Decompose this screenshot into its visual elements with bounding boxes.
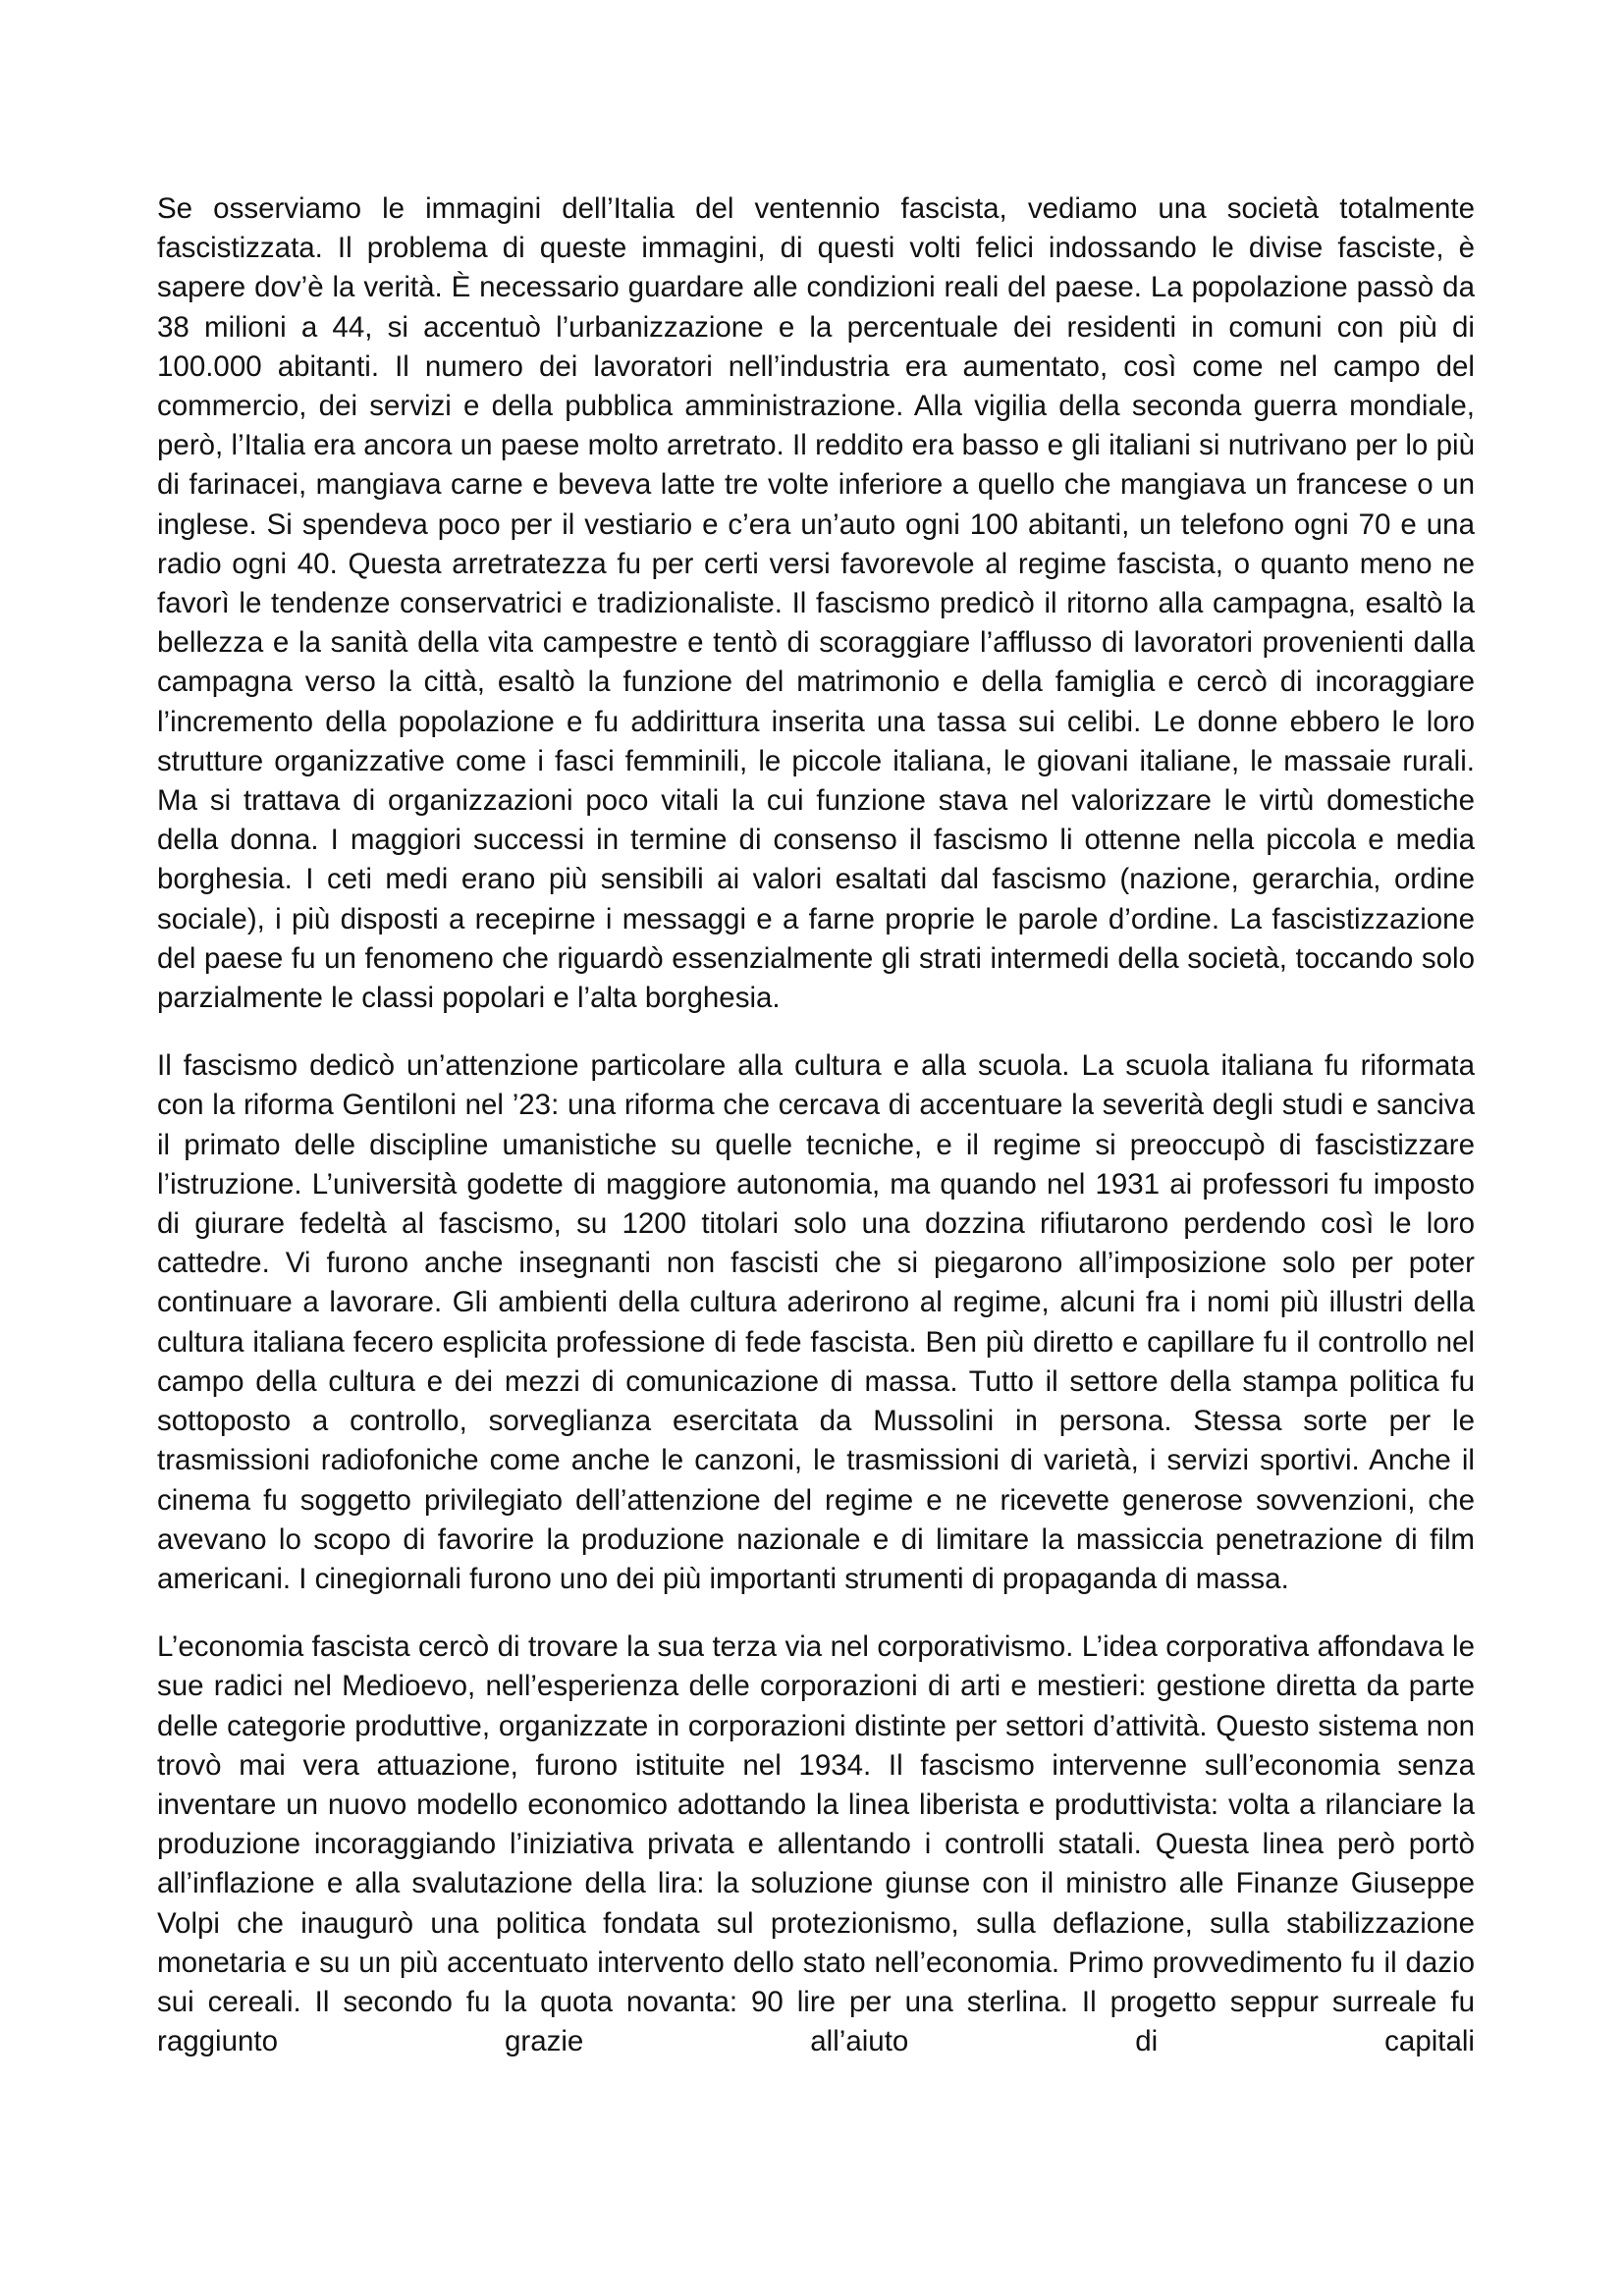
paragraph-culture-school: Il fascismo dedicò un’attenzione particolare alla cultura e alla scuola. La scuola italiana fu riformata con la riforma Gentiloni nel ’23: una riforma che cercava di accentuare la severità degli studi e sanciva il primato delle discipline umanistiche su quelle tecniche, e il regime si preoccupò di fascistizzare l’istruzione. L’università godette di maggiore autonomia, ma quando nel 1931 ai professori fu imposto di giurare fedeltà al fascismo, su 1200 titolari solo una dozzina rifiutarono perdendo così le loro cattedre. Vi furono anche insegnanti non fascisti che si piegarono all’imposizione solo per poter continuare a lavorare. Gli ambienti della cultura aderirono al regime, alcuni fra i nomi più illustri della cultura italiana fecero esplicita professione di fede fascista. Ben più diretto e capillare fu il controllo nel campo della cultura e dei mezzi di comunicazione di massa. Tutto il settore della stampa politica fu sottoposto a controllo, sorveglianza esercitata da Mussolini in persona. Stessa sorte per le trasmissioni radiofoniche come anche le canzoni, le trasmissioni di varietà, i servizi sportivi. Anche il cinema fu soggetto privilegiato dell’attenzione del regime e ne ricevette generose sovvenzioni, che avevano lo scopo di favorire la produzione nazionale e di limitare la massiccia penetrazione di film americani. I cinegiornali furono uno dei più importanti strumenti di propaganda di massa.	[157, 1049, 1475, 1595]
document-page	[157, 189, 1475, 2061]
paragraph-economy: L’economia fascista cercò di trovare la sua terza via nel corporativismo. L’idea corporativa affondava le sue radici nel Medioevo, nell’esperienza delle corporazioni di arti e mestieri: gestione diretta da parte delle categorie produttive, organizzate in corporazioni distinte per settori d’attività. Questo sistema non trovò mai vera attuazione, furono istituite nel 1934. Il fascismo intervenne sull’economia senza inventare un nuovo modello economico adottando la linea liberista e produttivista: volta a rilanciare la produzione incoraggiando l’iniziativa privata e allentando i controlli statali. Questa linea però portò all’inflazione e alla svalutazione della lira: la soluzione giunse con il ministro alle Finanze Giuseppe Volpi che inaugurò una politica fondata sul protezionismo, sulla deflazione, sulla stabilizzazione monetaria e su un più accentuato intervento dello stato nell’economia. Primo provvedimento fu il dazio sui cereali. Il secondo fu la quota novanta: 90 lire per una sterlina. Il progetto seppur surreale fu raggiunto grazie all’aiuto di capitali	[157, 1630, 1475, 2058]
paragraph-society: Se osserviamo le immagini dell’Italia del ventennio fascista, vediamo una società totalmente fascistizzata. Il problema di queste immagini, di questi volti felici indossando le divise fasciste, è sapere dov’è la verità. È necessario guardare alle condizioni reali del paese. La popolazione passò da 38 milioni a 44, si accentuò l’urbanizzazione e la percentuale dei residenti in comuni con più di 100.000 abitanti. Il numero dei lavoratori nell’industria era aumentato, così come nel campo del commercio, dei servizi e della pubblica amministrazione. Alla vigilia della seconda guerra mondiale, però, l’Italia era ancora un paese molto arretrato. Il reddito era basso e gli italiani si nutrivano per lo più di farinacei, mangiava carne e beveva latte tre volte inferiore a quello che mangiava un francese o un inglese. Si spendeva poco per il vestiario e c’era un’auto ogni 100 abitanti, un telefono ogni 70 e una radio ogni 40. Questa arretratezza fu per certi versi favorevole al regime fascista, o quanto meno ne favorì le tendenze conservatrici e tradizionaliste. Il fascismo predicò il ritorno alla campagna, esaltò la bellezza e la sanità della vita campestre e tentò di scoraggiare l’afflusso di lavoratori provenienti dalla campagna verso la città, esaltò la funzione del matrimonio e della famiglia e cercò di incoraggiare l’incremento della popolazione e fu addirittura inserita una tassa sui celibi. Le donne ebbero le loro strutture organizzative come i fasci femminili, le piccole italiana, le giovani italiane, le massaie rurali. Ma si trattava di organizzazioni poco vitali la cui funzione stava nel valorizzare le virtù domestiche della donna. I maggiori successi in termine di consenso il fascismo li ottenne nella piccola e media borghesia. I ceti medi erano più sensibili ai valori esaltati dal fascismo (nazione, gerarchia, ordine sociale), i più disposti a recepirne i messaggi e a farne proprie le parole d’ordine. La fascistizzazione del paese fu un fenomeno che riguardò essenzialmente gli strati intermedi della società, toccando solo parzialmente le classi popolari e l’alta borghesia.	[157, 192, 1475, 1015]
